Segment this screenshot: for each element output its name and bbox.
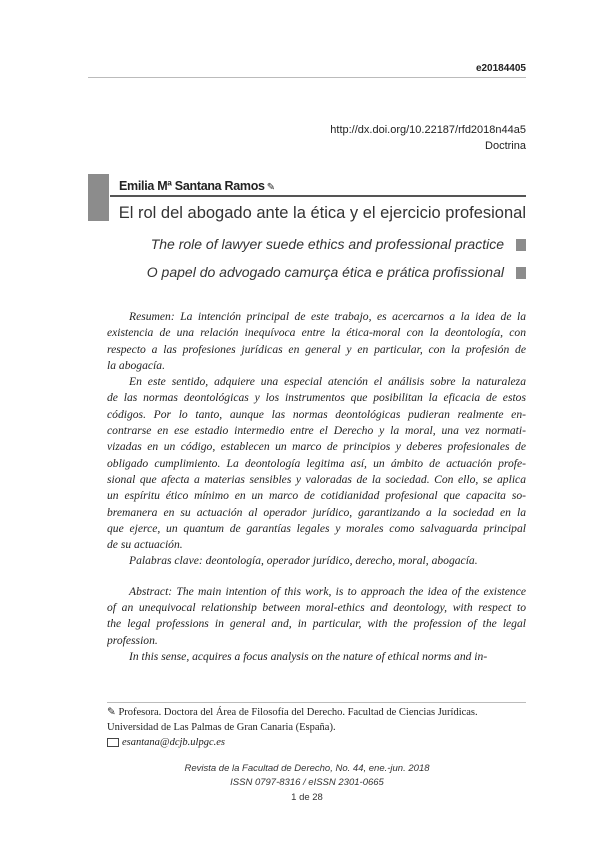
resumen-paragraph	[107, 309, 526, 374]
abstract-body	[107, 309, 526, 665]
text-line: obligado cumplimiento. La deontología legitima así, un ámbito de actuación profe-	[107, 456, 526, 470]
text-line: existencia de una relación inequívoca entre la ética-moral con la deontología, con	[107, 326, 526, 340]
text-line: Abstract: The main intention of this work, is to approach the idea of the existence	[129, 584, 526, 598]
article-title: El rol del abogado ante la ética y el ejercicio profesional	[118, 204, 526, 222]
footnote-affiliation: Profesora. Doctora del Área de Filosofía del Derecho. Facultad de Ciencias Jurídicas.	[118, 707, 478, 718]
author-name-text: Emilia Mª Santana Ramos	[119, 179, 265, 193]
journal-info	[0, 762, 614, 790]
text-line: profession.	[107, 633, 158, 647]
email-link[interactable]: esantana@dcjb.ulpgc.es	[122, 737, 225, 748]
envelope-icon	[107, 738, 119, 747]
title-accent-bar	[88, 174, 109, 221]
journal-name: Revista de la Facultad de Derecho, No. 44, ene.-jun. 2018	[184, 763, 430, 774]
journal-issn: ISSN 0797-8316 / eISSN 2301-0665	[230, 777, 384, 788]
text-line: the legal professions in general and, in particular, with the profession of the legal	[107, 617, 526, 631]
page-number: 1 de 28	[291, 792, 323, 803]
text-line: la abogacía.	[107, 358, 165, 372]
text-line: Resumen: La intención principal de este trabajo, es acercarnos a la idea de la	[129, 310, 526, 323]
footnote-mark-icon: ✎	[266, 182, 275, 193]
abstract-paragraph	[107, 584, 526, 649]
text-line: de su actuación.	[107, 538, 183, 552]
accent-square	[516, 267, 526, 279]
abstract-paragraph-2	[107, 649, 526, 665]
section-label: Doctrina	[485, 140, 526, 152]
author-divider	[110, 195, 526, 197]
header-divider	[88, 77, 526, 78]
author-name	[119, 179, 275, 193]
document-code: e20184405	[475, 63, 526, 74]
footnote	[107, 705, 526, 750]
text-line: vizadas en un código, establecen un marco de principios y deberes profesionales de	[107, 440, 526, 454]
footnote-mark-icon: ✎	[107, 707, 116, 718]
text-line: que ejerce, un quantum de garantías legales y morales como salvaguarda principal	[107, 521, 526, 535]
footnote-university: Universidad de Las Palmas de Gran Canaria (España).	[107, 722, 336, 733]
text-line: un espíritu ético mínimo en un marco de cotidianidad profesional que capacita so-	[107, 489, 526, 503]
keywords: Palabras clave: deontología, operador jurídico, derecho, moral, abogacía.	[129, 554, 478, 568]
text-line: En este sentido, adquiere una especial atención el análisis sobre la naturaleza	[129, 375, 526, 389]
text-line: contrarse en ese estadio intermedio entre el Derecho y la moral, una vez normati-	[107, 424, 526, 438]
text-line: of an unequivocal relationship between moral-ethics and deontology, with respect to	[107, 601, 526, 615]
footnote-divider	[107, 702, 526, 703]
text-line: In this sense, acquires a focus analysis on the nature of ethical norms and in-	[129, 649, 488, 663]
title-english: The role of lawyer suede ethics and professional practice	[150, 236, 504, 252]
resumen-paragraph-2	[107, 374, 526, 553]
title-portuguese: O papel do advogado camurça ética e prática profissional	[146, 264, 504, 280]
doi-link[interactable]: http://dx.doi.org/10.22187/rfd2018n44a5	[330, 124, 526, 136]
accent-square	[516, 239, 526, 251]
text-line: códigos. Por lo tanto, aunque las normas deontológicas pudieran realmente en-	[107, 407, 526, 421]
text-line: bremanera en su actuación al operador jurídico, garantizando a la sociedad en la	[107, 505, 526, 519]
text-line: respecto a las profesiones jurídicas en general y en particular, con la profesión de	[107, 342, 526, 356]
text-line: sional que afecta a materias sensibles y valoradas de la sociedad. Con ello, se aplica	[107, 472, 526, 486]
text-line: de las normas deontológicas y los instrumentos que posibilitan la eficacia de estos	[107, 391, 526, 405]
